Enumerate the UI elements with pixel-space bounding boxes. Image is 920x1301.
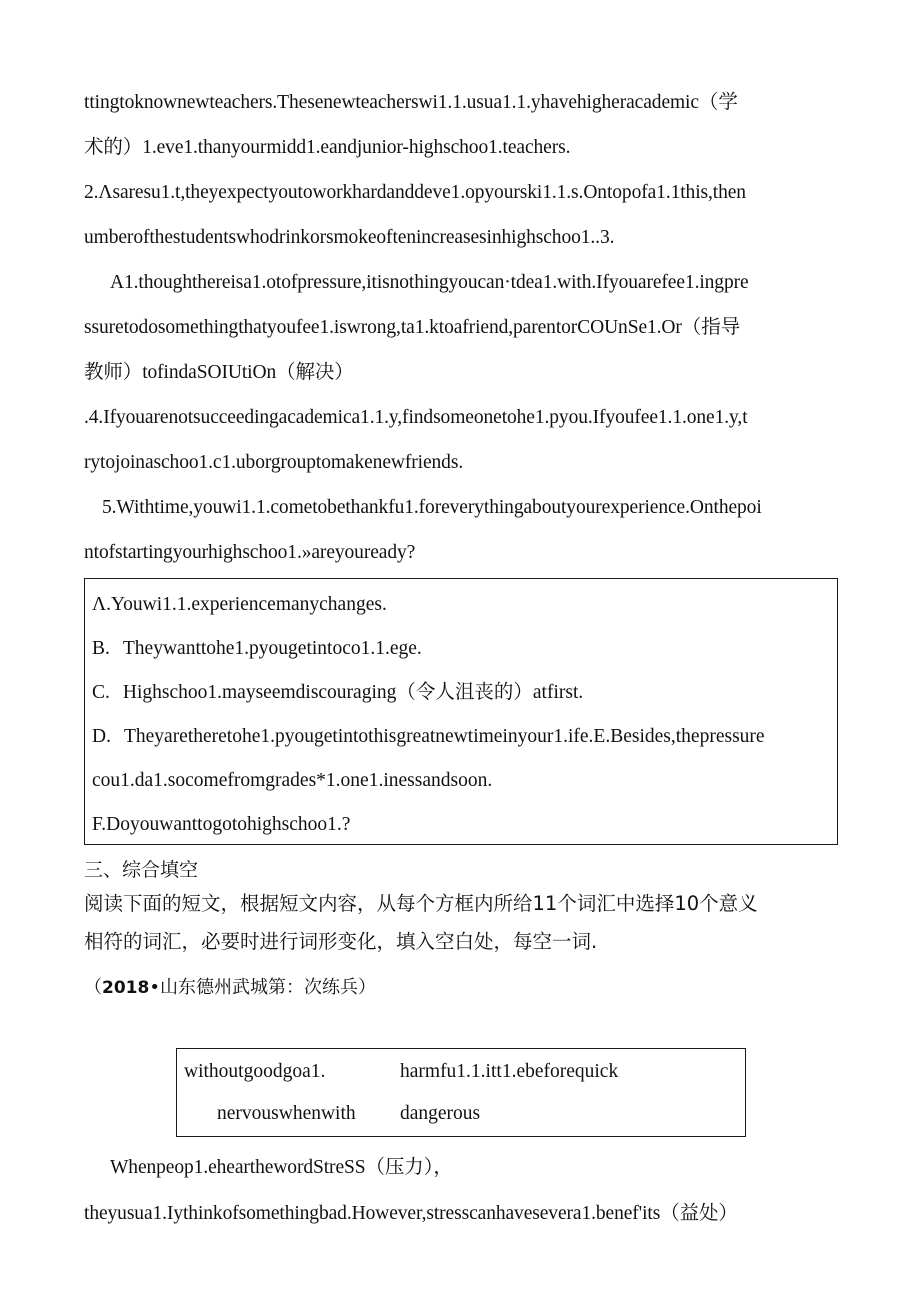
word-bank-row bbox=[177, 1049, 745, 1093]
text-line: theyusua1.Iythinkofsomethingbad.However,stresscanhavesevera1.benef'its（益处） bbox=[84, 1203, 738, 1224]
option-text: Theywanttohe1.pyougetintoco1.1.ege. bbox=[122, 638, 422, 659]
option-item-c bbox=[85, 671, 837, 715]
source-year: 2018 bbox=[102, 978, 150, 998]
bottom-passage bbox=[84, 1145, 844, 1237]
section-three-block bbox=[84, 855, 844, 961]
option-letter: C. bbox=[92, 682, 110, 703]
text-line: ntofstartingyourhighschoo1.»areyouready? bbox=[84, 542, 416, 563]
text-line: 教师）tofindaSOIUtiOn（解决） bbox=[84, 362, 354, 383]
paragraph-3 bbox=[84, 260, 840, 395]
text-line: 2.Λsaresu1.t,theyexpectyoutoworkhardanddeve1.opyourski1.1.s.Ontopofa1.1this,then bbox=[84, 182, 746, 203]
paragraph-1 bbox=[84, 80, 840, 170]
word-bank-row bbox=[177, 1093, 745, 1135]
word-bank-cell: harmfu1.1.itt1.ebeforequick bbox=[400, 1061, 619, 1082]
word-bank-cell: dangerous bbox=[400, 1103, 481, 1124]
text-line: Whenpeop1.ehearthewordStreSS（压力）， bbox=[110, 1157, 453, 1178]
option-item-f bbox=[85, 803, 837, 847]
option-text: Theyaretheretohe1.pyougetintothisgreatnewtimeinyour1.ife.E.Besides,thepressure bbox=[123, 726, 765, 747]
option-text: Doyouwanttogotohighschoo1.? bbox=[106, 814, 351, 835]
section-heading: 三、综合填空 bbox=[84, 859, 199, 881]
option-item-b bbox=[85, 627, 837, 671]
paragraph-2 bbox=[84, 170, 840, 260]
text-line: 术的）1.eve1.thanyourmidd1.eandjunior-highschoo1.teachers. bbox=[84, 137, 571, 158]
option-item-d bbox=[85, 715, 837, 759]
text-line: A1.thoughthereisa1.otofpressure,itisnothingyoucan·tdea1.with.Ifyouarefee1.ingpre bbox=[110, 272, 749, 293]
text-line: rytojoinaschoo1.c1.uborgrouptomakenewfriends. bbox=[84, 452, 464, 473]
option-text: Highschoo1.mayseemdiscouraging（令人沮丧的）atfirst. bbox=[122, 682, 584, 703]
option-letter: Λ. bbox=[92, 594, 112, 615]
option-item-e-continuation bbox=[85, 759, 837, 803]
text-line: ssuretodosomethingthatyoufee1.iswrong,ta1.ktoafriend,parentorCOUnSe1.Or（指导 bbox=[84, 317, 741, 338]
option-letter: F. bbox=[92, 814, 107, 835]
source-rest: •山东德州武城第：次练兵） bbox=[149, 977, 376, 998]
section-instruction-line-1: 阅读下面的短文，根据短文内容，从每个方框内所给11个词汇中选择10个意义 bbox=[84, 892, 758, 915]
option-letter: B. bbox=[92, 638, 110, 659]
section-instruction-line-2: 相符的词汇，必要时进行词形变化，填入空白处，每空一词. bbox=[84, 930, 598, 953]
option-text: Youwi1.1.experiencemanychanges. bbox=[111, 594, 387, 615]
paragraph-5 bbox=[84, 485, 840, 575]
text-line: .4.Ifyouarenotsucceedingacademica1.1.y,findsomeonetohe1.pyou.Ifyoufee1.1.one1.y,t bbox=[84, 407, 748, 428]
source-citation bbox=[84, 973, 376, 1003]
answer-options-box bbox=[84, 578, 838, 845]
document-body bbox=[84, 80, 840, 575]
text-line: umberofthestudentswhodrinkorsmokeoftenincreasesinhighschoo1..3. bbox=[84, 227, 615, 248]
paragraph-4 bbox=[84, 395, 840, 485]
source-open-paren: （ bbox=[84, 977, 102, 998]
option-letter: D. bbox=[92, 726, 111, 747]
option-text: cou1.da1.socomefromgrades*1.one1.inessandsoon. bbox=[92, 770, 493, 791]
text-line: 5.Withtime,youwi1.1.cometobethankfu1.foreverythingaboutyourexperience.Onthepoi bbox=[102, 497, 762, 518]
word-bank-box bbox=[176, 1048, 746, 1137]
word-bank-cell: nervouswhenwith bbox=[217, 1103, 356, 1124]
word-bank-cell: withoutgoodgoa1. bbox=[184, 1061, 326, 1082]
text-line: ttingtoknownewteachers.Thesenewteacherswi1.1.usua1.1.yhavehigheracademic（学 bbox=[84, 92, 738, 113]
option-item-a bbox=[85, 579, 837, 627]
